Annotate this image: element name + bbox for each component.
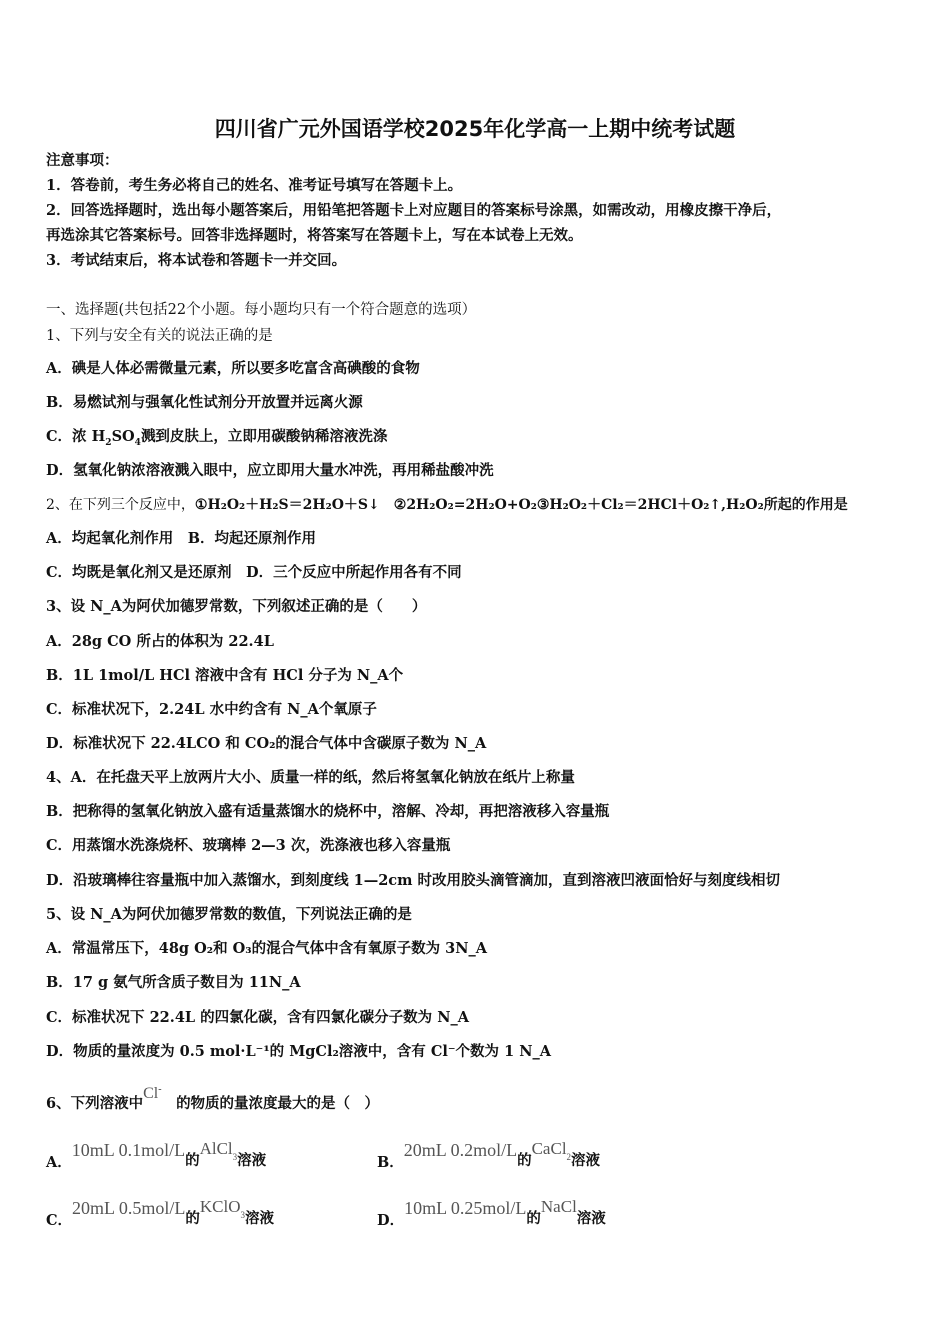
text: 的	[185, 1152, 200, 1169]
salt-formula: KClO	[199, 1197, 241, 1216]
concentration: 10mL 0.25mol/L	[404, 1198, 527, 1218]
notice-heading: 注意事项：	[46, 152, 119, 169]
question-3-option-d: D．标准状况下 22.4LCO 和 CO₂的混合气体中含碳原子数为 N_A	[46, 735, 487, 752]
question-5-option-a: A．常温常压下，48g O₂和 O₃的混合气体中含有氧原子数为 3N_A	[46, 940, 488, 957]
notice-item-1: 1．答卷前，考生务必将自己的姓名、准考证号填写在答题卡上。	[46, 177, 463, 194]
question-2-stem	[46, 495, 926, 515]
question-6-option-d	[377, 1197, 606, 1229]
notice-item-2b: 再选涂其它答案标号。回答非选择题时，将答案写在答题卡上，写在本试卷上无效。	[46, 227, 583, 244]
text: 溶液	[571, 1152, 601, 1169]
text: 的	[185, 1210, 200, 1227]
question-2-options-cd: C．均既是氧化剂又是还原剂 D．三个反应中所起作用各有不同	[46, 564, 462, 581]
subscript: 2	[105, 437, 112, 448]
subscript: 2	[566, 1151, 572, 1162]
question-2-options-ab: A．均起氧化剂作用 B．均起还原剂作用	[46, 530, 317, 547]
question-4-option-d: D．沿玻璃棒往容量瓶中加入蒸馏水，到刻度线 1—2cm 时改用胶头滴管滴加，直到溶液凹液面恰好与刻度线相切	[46, 872, 781, 889]
text: 的物质的量浓度最大的是（ ）	[176, 1094, 380, 1112]
question-5-stem: 5、设 N_A为阿伏加德罗常数的数值，下列说法正确的是	[46, 906, 412, 923]
question-5-option-b: B．17 g 氨气所含质子数目为 11N_A	[46, 974, 301, 991]
salt-formula: AlCl	[199, 1139, 233, 1158]
reaction-2: ②2H₂O₂=2H₂O+O₂	[393, 497, 537, 513]
page-title: 四川省广元外国语学校2025年化学高一上期中统考试题	[214, 117, 736, 141]
text: H₂O₂所起的作用是	[726, 497, 848, 513]
text: 溶液	[245, 1210, 274, 1227]
question-6-option-a	[46, 1139, 267, 1171]
subscript: 3	[232, 1151, 238, 1162]
text: SO	[111, 428, 135, 445]
question-4-option-c: C．用蒸馏水洗涤烧杯、玻璃棒 2—3 次，洗涤液也移入容量瓶	[46, 837, 451, 854]
question-4-option-b: B．把称得的氢氧化钠放入盛有适量蒸馏水的烧杯中，溶解、冷却，再把溶液移入容量瓶	[46, 803, 610, 820]
text: C．浓 H	[46, 428, 106, 445]
subscript: 3	[240, 1209, 245, 1220]
question-4-option-a: 4、A．在托盘天平上放两片大小、质量一样的纸，然后将氢氧化钠放在纸片上称量	[46, 769, 575, 786]
question-1-option-a: A．碘是人体必需微量元素，所以要多吃富含高碘酸的食物	[46, 360, 420, 377]
chloride-ion: Cl	[143, 1084, 159, 1102]
text: 溶液	[237, 1152, 267, 1169]
text: 2、在下列三个反应中，	[46, 497, 195, 513]
text: 溅到皮肤上，立即用碳酸钠稀溶液洗涤	[140, 428, 388, 445]
question-3-option-a: A．28g CO 所占的体积为 22.4L	[46, 633, 274, 650]
notice-item-3: 3．考试结束后，将本试卷和答题卡一并交回。	[46, 252, 347, 269]
subscript: 4	[134, 437, 141, 448]
section-heading: 一、选择题(共包括22个小题。每小题均只有一个符合题意的选项）	[46, 302, 477, 318]
question-5-option-c: C．标准状况下 22.4L 的四氯化碳，含有四氯化碳分子数为 N_A	[46, 1009, 469, 1026]
text: 的	[517, 1152, 532, 1169]
salt-formula: NaCl	[540, 1197, 577, 1216]
question-6-option-c	[46, 1197, 274, 1229]
reaction-1: ①H₂O₂＋H₂S＝2H₂O＋S↓	[194, 497, 380, 513]
concentration: 20mL 0.5mol/L	[72, 1198, 186, 1218]
option-label: D．	[377, 1212, 405, 1229]
text: 的	[526, 1210, 541, 1227]
concentration: 10mL 0.1mol/L	[71, 1140, 186, 1160]
reaction-3: ③H₂O₂＋Cl₂＝2HCl＋O₂↑,	[536, 497, 727, 513]
question-5-option-d: D．物质的量浓度为 0.5 mol·L⁻¹的 MgCl₂溶液中，含有 Cl⁻个数为 1 N_A	[46, 1043, 551, 1060]
concentration: 20mL 0.2mol/L	[403, 1140, 518, 1160]
question-3-option-b: B．1L 1mol/L HCl 溶液中含有 HCl 分子为 N_A个	[46, 667, 404, 684]
option-label: A．	[46, 1154, 72, 1171]
question-1-option-d: D．氢氧化钠浓溶液溅入眼中，应立即用大量水冲洗，再用稀盐酸冲洗	[46, 462, 494, 479]
text: 6、下列溶液中	[46, 1094, 144, 1112]
question-6-option-b	[377, 1139, 601, 1171]
option-label: C．	[46, 1212, 73, 1229]
notice-item-2a: 2．回答选择题时，选出每小题答案后，用铅笔把答题卡上对应题目的答案标号涂黑，如需改动，用橡皮擦干净后，	[46, 202, 782, 219]
question-3-stem: 3、设 N_A为阿伏加德罗常数，下列叙述正确的是（ ）	[46, 598, 427, 615]
question-6-stem	[46, 1084, 916, 1114]
question-3-option-c: C．标准状况下，2.24L 水中约含有 N_A个氧原子	[46, 701, 377, 718]
question-1-option-c	[46, 427, 916, 447]
text: 溶液	[576, 1210, 606, 1227]
option-label: B．	[377, 1154, 404, 1171]
question-1-option-b: B．易燃试剂与强氧化性试剂分开放置并远离火源	[46, 394, 363, 411]
superscript: -	[158, 1084, 162, 1095]
question-1-stem: 1、下列与安全有关的说法正确的是	[46, 328, 273, 344]
salt-formula: CaCl	[531, 1139, 567, 1158]
